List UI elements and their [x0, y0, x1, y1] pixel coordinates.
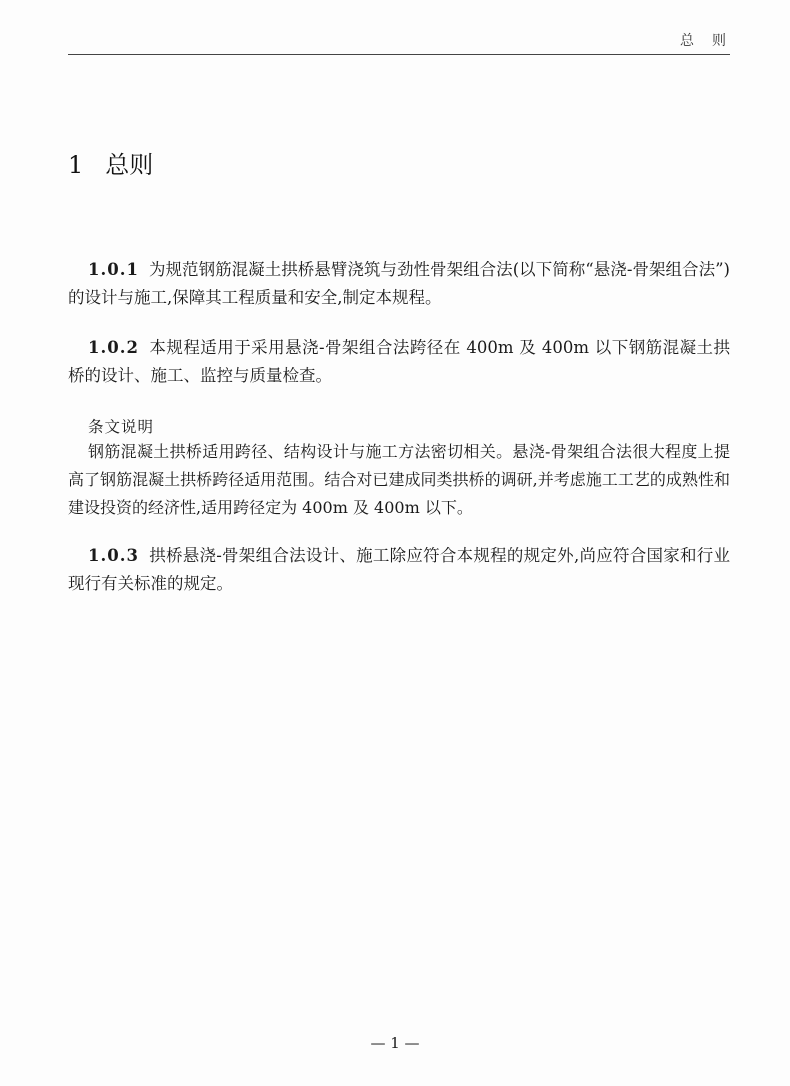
header-rule — [68, 54, 730, 55]
commentary-text: 钢筋混凝土拱桥适用跨径、结构设计与施工方法密切相关。悬浇-骨架组合法很大程度上提高了钢筋混凝土拱桥跨径适用范围。结合对已建成同类拱桥的调研,并考虑施工工艺的成熟性和建设投资的经济性,适用跨径定为 400m 及 400m 以下。 — [68, 442, 730, 517]
clause-text: 为规范钢筋混凝土拱桥悬臂浇筑与劲性骨架组合法(以下简称“悬浇-骨架组合法”)的设计与施工,保障其工程质量和安全,制定本规程。 — [68, 260, 730, 307]
clause-text: 本规程适用于采用悬浇-骨架组合法跨径在 400m 及 400m 以下钢筋混凝土拱桥的设计、施工、监控与质量检查。 — [68, 338, 730, 385]
clause-number: 1.0.2 — [88, 338, 139, 357]
chapter-number: 1 — [68, 151, 84, 179]
running-header-title: 总 则 — [680, 33, 728, 49]
clause-1-0-3 — [68, 542, 730, 598]
clause-text: 拱桥悬浇-骨架组合法设计、施工除应符合本规程的规定外,尚应符合国家和行业现行有关标准的规定。 — [68, 546, 730, 593]
clause-1-0-1 — [68, 256, 730, 312]
page-number: — 1 — — [370, 1034, 420, 1052]
clause-1-0-2 — [68, 334, 730, 390]
clause-number: 1.0.3 — [88, 546, 139, 565]
chapter-title: 总则 — [105, 151, 154, 179]
clause-number: 1.0.1 — [88, 260, 139, 279]
commentary-heading: 条文说明 — [88, 418, 155, 436]
chapter-heading — [68, 148, 153, 182]
